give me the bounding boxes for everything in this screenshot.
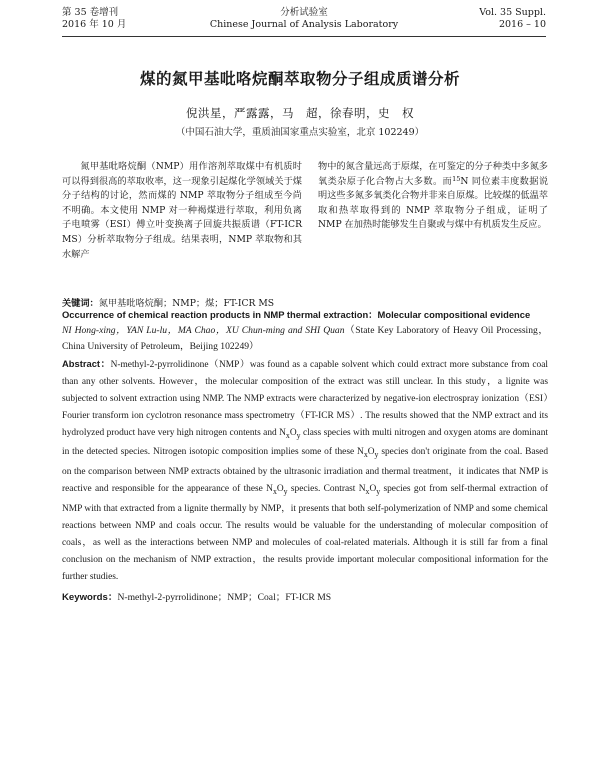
journal-name-en: Chinese Journal of Analysis Laboratory bbox=[209, 19, 399, 30]
formula-subscript-y: y bbox=[296, 430, 301, 440]
affiliation-en: （State Key Laboratory of Heavy Oil Processing，China University of Petroleum，Beijing 102249） bbox=[62, 325, 548, 353]
formula-subscript-x: x bbox=[363, 450, 368, 460]
abstract-en-part-3: species don't originate from the coal. Based on the comparison between NMP extracts obtained by the ultrasonic irradiation and thermal treatment，it indicates that NMP is reactive and responsible for the appearance of these N bbox=[62, 447, 549, 495]
paper-title-en: Occurrence of chemical reaction products in NMP thermal extraction：Molecular compositional evidence bbox=[62, 309, 531, 320]
journal-date-en: 2016 – 10 bbox=[498, 19, 546, 30]
header-rule bbox=[62, 36, 546, 37]
formula-subscript-x: x bbox=[365, 486, 370, 496]
abstract-cn-text-left: 氮甲基吡咯烷酮（NMP）用作溶剂萃取煤中有机质时可以得到很高的萃取收率，这一现象引起煤化学领域关于煤分子结构的讨论，然而煤的 NMP 萃取物分子组成至今尚不明确。本文使用 NMP 对一种褐煤进行萃取，利用负离子电喷雾（ESI）傅立叶变换离子回旋共振质谱（FT-ICR MS）分析萃取物分子组成。结果表明，NMP 萃取物和其水解产 bbox=[62, 161, 302, 260]
affiliation: （中国石油大学，重质油国家重点实验室，北京 102249） bbox=[175, 127, 425, 138]
formula-subscript-x: x bbox=[285, 430, 290, 440]
isotope-superscript: 15 bbox=[452, 174, 461, 183]
formula-subscript-x: x bbox=[272, 486, 277, 496]
abstract-cn-text-right-a: 物中的氮含量远高于原煤，在可鉴定的分子种类中多氮多氧类杂原子化合物占大多数。而 bbox=[318, 161, 548, 187]
abstract-en-part-4: species. Contrast N bbox=[287, 484, 366, 495]
journal-volume-cn: 第 35 卷增刊 bbox=[62, 7, 119, 18]
abstract-cn-right-column bbox=[318, 160, 548, 233]
formula-subscript-y: y bbox=[376, 486, 381, 496]
abstract-en bbox=[62, 356, 548, 585]
keywords-en-label: Keywords： bbox=[62, 592, 118, 603]
keywords-cn bbox=[62, 295, 548, 309]
header-center bbox=[62, 7, 546, 31]
keywords-en bbox=[62, 589, 548, 603]
authors-affiliation-en bbox=[62, 323, 548, 356]
keywords-en-values: N-methyl-2-pyrrolidinone；NMP；Coal；FT-ICR MS bbox=[117, 592, 332, 603]
running-header bbox=[62, 7, 546, 37]
author-list-en: NI Hong-xing，YAN Lu-lu，MA Chao，XU Chun-ming and SHI Quan bbox=[62, 325, 345, 336]
abstract-en-label: Abstract： bbox=[62, 358, 111, 369]
formula-subscript-y: y bbox=[374, 450, 379, 460]
journal-volume-en: Vol. 35 Suppl. bbox=[479, 7, 546, 18]
formula-o: O bbox=[276, 484, 284, 495]
keywords-cn-values: 氮甲基吡咯烷酮；NMP；煤；FT-ICR MS bbox=[98, 298, 275, 309]
abstract-cn-text-right-b: N 同位素丰度数据说明这些多氮多氧类化合物并非来自原煤。比较煤的低温萃取和热萃取得到的 NMP 萃取物分子组成，证明了 NMP 在加热时能够发生自聚或与煤中有机质发生反应。 bbox=[318, 175, 549, 231]
paper-title: 煤的氮甲基吡咯烷酮萃取物分子组成质谱分析 bbox=[139, 70, 460, 88]
abstract-en-part-5: species got from self-thermal extraction of NMP with that extracted from a lignite thermally by NMP，it presents that both self-polymerization of NMP and some chemical reactions between NMP and coals occur. The results would be valuable for the understanding of molecular composition of coals，as well as the interactions between NMP and molecules of coal-related materials. Although it is still far from a final conclusion on the mechanism of NMP extraction，the results provide important molecular compositional information for the further studies. bbox=[62, 484, 548, 582]
formula-o: O bbox=[369, 484, 377, 495]
abstract-cn-left-column bbox=[62, 160, 302, 262]
abstract-en-part-2: class species with multi nitrogen and oxygen atoms are dominant in the detected species. Nitrogen isotopic composition implies some of these N bbox=[62, 427, 549, 458]
formula-o: O bbox=[289, 427, 297, 438]
journal-name-cn: 分析试验室 bbox=[280, 7, 328, 18]
formula-subscript-y: y bbox=[283, 486, 288, 496]
keywords-cn-label: 关键词： bbox=[62, 298, 99, 309]
author-list: 倪洪星，严露露，马 超，徐春明，史 权 bbox=[186, 106, 414, 120]
journal-date-cn: 2016 年 10 月 bbox=[62, 19, 127, 30]
header-right bbox=[479, 7, 546, 31]
formula-o: O bbox=[367, 447, 375, 458]
abstract-en-part-1: N-methyl-2-pyrrolidinone（NMP）was found as a capable solvent which could extract more substance from coal than any other solvents. However，the molecular composition of the extract was still unclear. In this study，a lignite was subjected to solvent extraction using NMP. The NMP extracts were characterized by negative-ion electrospray ionization（ESI）Fourier transform ion cyclotron resonance mass spectrometry（FT-ICR MS）. The results showed that the NMP extract and its hydrolyzed product have very high nitrogen contents and N bbox=[62, 360, 549, 438]
